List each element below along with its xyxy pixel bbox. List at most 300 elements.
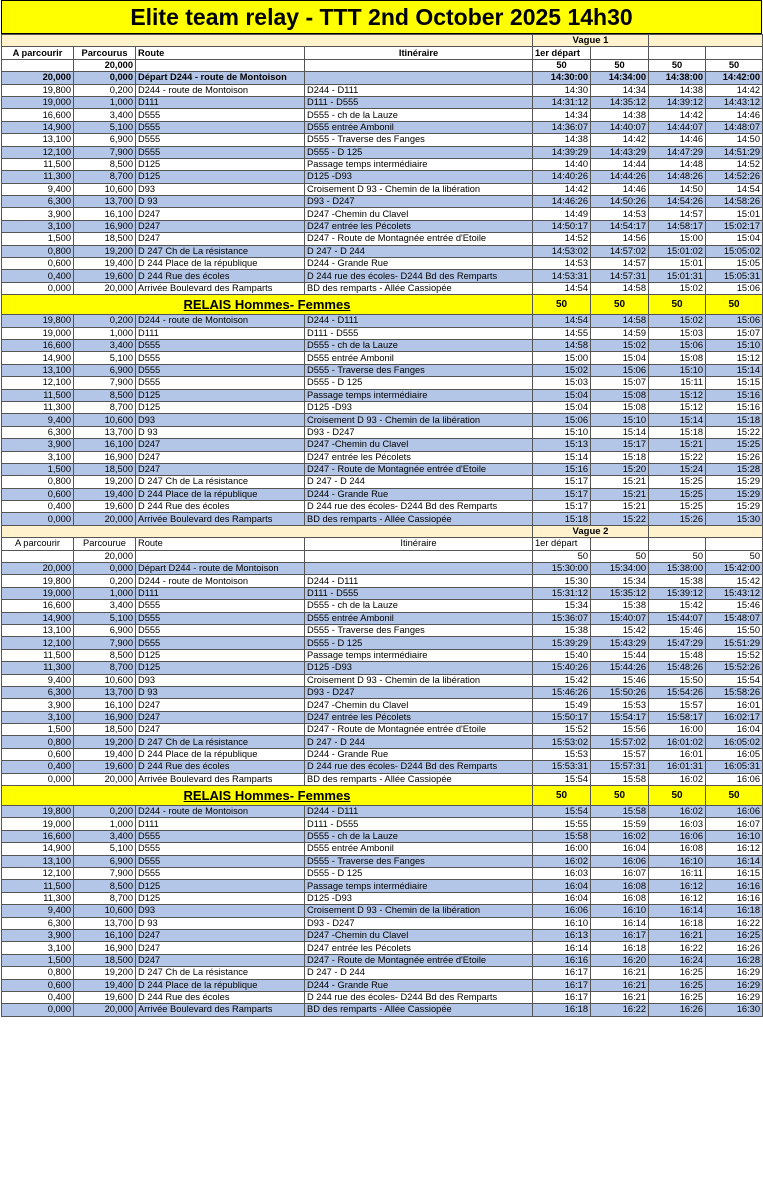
table-row — [2, 196, 763, 208]
itinerary: D247 entrée les Pécolets — [305, 220, 533, 232]
time-cell: 15:54:26 — [649, 686, 706, 698]
remaining-distance: 0,400 — [2, 761, 74, 773]
time-cell: 15:59 — [591, 818, 649, 830]
table-row — [2, 868, 763, 880]
remaining-distance: 19,000 — [2, 587, 74, 599]
time-cell: 16:02:17 — [706, 711, 763, 723]
table-row — [2, 183, 763, 195]
route: D244 - route de Montoison — [136, 84, 305, 96]
col-header-route: Route — [136, 538, 305, 550]
time-cell: 15:30:00 — [533, 563, 591, 575]
itinerary: D247 entrée les Pécolets — [305, 942, 533, 954]
time-cell: 15:53 — [533, 748, 591, 760]
route: D555 — [136, 146, 305, 158]
time-cell: 16:13 — [533, 929, 591, 941]
time-cell: 15:38 — [649, 575, 706, 587]
wave-header — [2, 35, 763, 47]
covered-distance: 1,000 — [74, 96, 136, 108]
covered-distance: 20,000 — [74, 282, 136, 294]
time-cell: 16:05:31 — [706, 761, 763, 773]
time-cell: 16:01 — [706, 699, 763, 711]
covered-distance: 16,900 — [74, 942, 136, 954]
remaining-distance: 12,100 — [2, 377, 74, 389]
remaining-distance: 0,000 — [2, 513, 74, 525]
time-cell: 15:00 — [533, 352, 591, 364]
route: D125 — [136, 892, 305, 904]
column-headers — [2, 47, 763, 59]
covered-distance: 13,700 — [74, 686, 136, 698]
relay-label: RELAIS Hommes- Femmes — [2, 295, 533, 315]
remaining-distance: 6,300 — [2, 426, 74, 438]
schedule-body — [2, 35, 763, 1017]
time-cell: 15:07 — [591, 377, 649, 389]
covered-distance: 16,900 — [74, 220, 136, 232]
time-cell: 15:17 — [591, 439, 649, 451]
cell — [305, 59, 533, 71]
covered-distance: 19,400 — [74, 258, 136, 270]
time-cell: 14:48 — [649, 158, 706, 170]
itinerary: D555 - Traverse des Fanges — [305, 134, 533, 146]
relay-label: RELAIS Hommes- Femmes — [2, 786, 533, 806]
covered-distance: 0,000 — [74, 72, 136, 84]
time-cell: 16:18 — [706, 905, 763, 917]
route: D555 — [136, 843, 305, 855]
team-count: 50 — [706, 550, 763, 562]
time-cell: 16:26 — [706, 942, 763, 954]
time-cell: 15:42 — [533, 674, 591, 686]
itinerary: D555 - ch de la Lauze — [305, 600, 533, 612]
table-row — [2, 843, 763, 855]
route: D555 — [136, 339, 305, 351]
route: D555 — [136, 377, 305, 389]
time-cell: 14:52 — [533, 233, 591, 245]
time-cell: 16:24 — [649, 954, 706, 966]
time-cell: 15:06 — [706, 315, 763, 327]
covered-distance: 19,600 — [74, 270, 136, 282]
wave-label: Vague 1 — [533, 35, 649, 47]
table-row — [2, 942, 763, 954]
time-cell: 15:53:31 — [533, 761, 591, 773]
covered-distance: 13,700 — [74, 196, 136, 208]
table-row — [2, 352, 763, 364]
time-cell: 16:06 — [649, 830, 706, 842]
time-cell: 15:29 — [706, 488, 763, 500]
route: D555 — [136, 637, 305, 649]
time-cell: 15:49 — [533, 699, 591, 711]
time-cell: 15:40 — [533, 649, 591, 661]
itinerary: D125 -D93 — [305, 171, 533, 183]
time-cell: 16:02 — [591, 830, 649, 842]
time-cell: 16:00 — [649, 724, 706, 736]
itinerary: D555 - Traverse des Fanges — [305, 624, 533, 636]
table-row — [2, 1004, 763, 1016]
route: D125 — [136, 389, 305, 401]
route: D247 — [136, 954, 305, 966]
remaining-distance: 14,900 — [2, 121, 74, 133]
team-count: 50 — [591, 59, 649, 71]
itinerary: D244 - Grande Rue — [305, 258, 533, 270]
time-cell: 15:42:00 — [706, 563, 763, 575]
time-cell: 16:22 — [591, 1004, 649, 1016]
time-cell: 15:04 — [533, 401, 591, 413]
time-cell: 14:46 — [706, 109, 763, 121]
col-header-route: Route — [136, 47, 305, 59]
time-cell: 14:57 — [649, 208, 706, 220]
remaining-distance: 0,600 — [2, 488, 74, 500]
table-row — [2, 258, 763, 270]
itinerary: D244 - D111 — [305, 315, 533, 327]
table-row — [2, 389, 763, 401]
covered-distance: 19,600 — [74, 991, 136, 1003]
itinerary: D244 - D111 — [305, 806, 533, 818]
route: D 244 Rue des écoles — [136, 761, 305, 773]
remaining-distance: 13,100 — [2, 624, 74, 636]
itinerary: D247 entrée les Pécolets — [305, 711, 533, 723]
time-cell: 15:55 — [533, 818, 591, 830]
table-row — [2, 488, 763, 500]
covered-distance: 19,200 — [74, 967, 136, 979]
time-cell: 14:52:26 — [706, 171, 763, 183]
covered-distance: 5,100 — [74, 121, 136, 133]
team-count: 50 — [649, 59, 706, 71]
relay-header — [2, 295, 763, 315]
time-cell: 16:12 — [649, 892, 706, 904]
table-row — [2, 377, 763, 389]
cell — [2, 550, 74, 562]
time-cell: 15:54 — [706, 674, 763, 686]
route: D 247 Ch de La résistance — [136, 245, 305, 257]
table-row — [2, 818, 763, 830]
time-cell: 15:57 — [591, 748, 649, 760]
itinerary: D244 - D111 — [305, 575, 533, 587]
time-cell: 16:02 — [649, 806, 706, 818]
route: D 247 Ch de La résistance — [136, 476, 305, 488]
route: D111 — [136, 818, 305, 830]
time-cell: 15:04 — [706, 233, 763, 245]
covered-distance: 19,400 — [74, 979, 136, 991]
route: D 244 Place de la république — [136, 258, 305, 270]
itinerary: D555 - D 125 — [305, 146, 533, 158]
time-cell: 16:25 — [649, 991, 706, 1003]
time-cell: 15:58 — [533, 830, 591, 842]
wave-spacer — [2, 35, 533, 47]
itinerary: D244 - Grande Rue — [305, 748, 533, 760]
covered-distance: 16,100 — [74, 699, 136, 711]
table-row — [2, 773, 763, 785]
covered-distance: 19,400 — [74, 748, 136, 760]
time-cell: 15:08 — [591, 389, 649, 401]
time-cell: 15:35:12 — [591, 587, 649, 599]
route: D555 — [136, 352, 305, 364]
covered-distance: 5,100 — [74, 843, 136, 855]
route: D247 — [136, 929, 305, 941]
covered-distance: 20,000 — [74, 773, 136, 785]
remaining-distance: 9,400 — [2, 905, 74, 917]
time-cell: 16:05 — [706, 748, 763, 760]
wave-label: Vague 2 — [533, 525, 649, 537]
time-cell: 15:02 — [591, 339, 649, 351]
time-cell: 15:18 — [533, 513, 591, 525]
time-cell: 14:34 — [533, 109, 591, 121]
wave-header — [2, 525, 763, 537]
time-cell: 15:29 — [706, 476, 763, 488]
time-cell: 15:12 — [706, 352, 763, 364]
time-cell: 15:54 — [533, 773, 591, 785]
covered-distance: 19,200 — [74, 476, 136, 488]
time-cell: 15:04 — [591, 352, 649, 364]
time-cell: 14:50 — [706, 134, 763, 146]
itinerary: D247 - Route de Montagnée entrée d'Etoile — [305, 233, 533, 245]
time-cell: 14:58:17 — [649, 220, 706, 232]
itinerary: Croisement D 93 - Chemin de la libération — [305, 905, 533, 917]
remaining-distance: 0,800 — [2, 736, 74, 748]
table-row — [2, 220, 763, 232]
time-cell: 15:53:02 — [533, 736, 591, 748]
time-cell: 15:20 — [591, 463, 649, 475]
time-cell: 15:39:12 — [649, 587, 706, 599]
table-row — [2, 612, 763, 624]
route: D555 — [136, 855, 305, 867]
relay-count: 50 — [591, 786, 649, 806]
time-cell: 16:05:02 — [706, 736, 763, 748]
table-row — [2, 426, 763, 438]
time-cell: 16:14 — [591, 917, 649, 929]
itinerary: D125 -D93 — [305, 892, 533, 904]
table-row — [2, 146, 763, 158]
remaining-distance: 0,000 — [2, 1004, 74, 1016]
route: D93 — [136, 183, 305, 195]
time-cell: 14:42 — [649, 109, 706, 121]
relay-count: 50 — [591, 295, 649, 315]
relay-count: 50 — [649, 295, 706, 315]
time-cell: 15:25 — [649, 488, 706, 500]
time-cell: 15:18 — [591, 451, 649, 463]
cell — [591, 538, 649, 550]
route: Arrivée Boulevard des Ramparts — [136, 1004, 305, 1016]
time-cell: 15:03 — [533, 377, 591, 389]
table-row — [2, 929, 763, 941]
route: D125 — [136, 401, 305, 413]
covered-distance: 10,600 — [74, 183, 136, 195]
remaining-distance: 16,600 — [2, 109, 74, 121]
remaining-distance: 9,400 — [2, 674, 74, 686]
time-cell: 15:15 — [706, 377, 763, 389]
time-cell: 14:44:26 — [591, 171, 649, 183]
time-cell: 14:57:31 — [591, 270, 649, 282]
time-cell: 15:02 — [649, 282, 706, 294]
remaining-distance: 3,900 — [2, 929, 74, 941]
cell — [136, 59, 305, 71]
time-cell: 16:01 — [649, 748, 706, 760]
time-cell: 14:38 — [591, 109, 649, 121]
covered-distance: 6,900 — [74, 624, 136, 636]
time-cell: 15:50 — [706, 624, 763, 636]
time-cell: 15:17 — [533, 488, 591, 500]
covered-distance: 16,100 — [74, 439, 136, 451]
table-row — [2, 991, 763, 1003]
remaining-distance: 13,100 — [2, 134, 74, 146]
time-cell: 15:43:29 — [591, 637, 649, 649]
route: D 244 Place de la république — [136, 748, 305, 760]
time-cell: 15:14 — [591, 426, 649, 438]
route: D125 — [136, 171, 305, 183]
time-cell: 15:17 — [533, 476, 591, 488]
table-row — [2, 364, 763, 376]
route: D555 — [136, 121, 305, 133]
route: D 247 Ch de La résistance — [136, 736, 305, 748]
time-cell: 15:40:26 — [533, 662, 591, 674]
covered-distance: 19,600 — [74, 501, 136, 513]
route: D555 — [136, 109, 305, 121]
remaining-distance: 3,900 — [2, 439, 74, 451]
time-cell: 15:58 — [591, 773, 649, 785]
remaining-distance: 6,300 — [2, 196, 74, 208]
time-cell: 15:06 — [591, 364, 649, 376]
remaining-distance: 11,300 — [2, 662, 74, 674]
remaining-distance: 0,600 — [2, 258, 74, 270]
time-cell: 14:39:29 — [533, 146, 591, 158]
itinerary: D244 - Grande Rue — [305, 488, 533, 500]
time-cell: 14:58 — [591, 315, 649, 327]
time-cell: 16:17 — [591, 929, 649, 941]
time-cell: 16:21 — [591, 991, 649, 1003]
time-cell: 15:24 — [649, 463, 706, 475]
time-cell: 15:06 — [649, 339, 706, 351]
totals-row — [2, 59, 763, 71]
itinerary: D555 - Traverse des Fanges — [305, 855, 533, 867]
time-cell: 15:16 — [706, 401, 763, 413]
time-cell: 15:10 — [649, 364, 706, 376]
route: D 247 Ch de La résistance — [136, 967, 305, 979]
table-row — [2, 96, 763, 108]
time-cell: 15:48 — [649, 649, 706, 661]
col-header-remaining: A parcourir — [2, 47, 74, 59]
time-cell: 15:25 — [649, 501, 706, 513]
time-cell: 14:54 — [533, 282, 591, 294]
time-cell: 16:22 — [649, 942, 706, 954]
covered-distance: 0,200 — [74, 315, 136, 327]
team-count: 50 — [706, 59, 763, 71]
time-cell: 16:14 — [706, 855, 763, 867]
time-cell: 16:12 — [649, 880, 706, 892]
time-cell: 14:42:00 — [706, 72, 763, 84]
time-cell: 14:57 — [591, 258, 649, 270]
itinerary: D555 entrée Ambonil — [305, 612, 533, 624]
itinerary: D555 - ch de la Lauze — [305, 339, 533, 351]
table-row — [2, 967, 763, 979]
time-cell: 16:02 — [533, 855, 591, 867]
time-cell: 15:11 — [649, 377, 706, 389]
time-cell: 15:28 — [706, 463, 763, 475]
team-count: 50 — [649, 550, 706, 562]
route: D244 - route de Montoison — [136, 315, 305, 327]
table-row — [2, 686, 763, 698]
table-row — [2, 711, 763, 723]
time-cell: 15:12 — [649, 389, 706, 401]
itinerary — [305, 563, 533, 575]
remaining-distance: 3,100 — [2, 451, 74, 463]
remaining-distance: 0,400 — [2, 270, 74, 282]
time-cell: 15:12 — [649, 401, 706, 413]
cell — [649, 47, 706, 59]
itinerary: D111 - D555 — [305, 96, 533, 108]
time-cell: 16:18 — [649, 917, 706, 929]
time-cell: 15:22 — [591, 513, 649, 525]
covered-distance: 3,400 — [74, 830, 136, 842]
time-cell: 16:30 — [706, 1004, 763, 1016]
time-cell: 16:28 — [706, 954, 763, 966]
covered-distance: 16,900 — [74, 711, 136, 723]
covered-distance: 5,100 — [74, 352, 136, 364]
itinerary: D555 - D 125 — [305, 868, 533, 880]
time-cell: 16:25 — [649, 967, 706, 979]
time-cell: 15:46 — [649, 624, 706, 636]
team-count: 50 — [533, 59, 591, 71]
time-cell: 14:48:26 — [649, 171, 706, 183]
time-cell: 14:58 — [591, 282, 649, 294]
time-cell: 16:10 — [649, 855, 706, 867]
table-row — [2, 624, 763, 636]
table-row — [2, 134, 763, 146]
route: D247 — [136, 439, 305, 451]
time-cell: 16:04 — [533, 880, 591, 892]
covered-distance: 10,600 — [74, 905, 136, 917]
time-cell: 14:44 — [591, 158, 649, 170]
itinerary: D93 - D247 — [305, 917, 533, 929]
time-cell: 16:18 — [533, 1004, 591, 1016]
itinerary: Croisement D 93 - Chemin de la libération — [305, 674, 533, 686]
column-headers — [2, 538, 763, 550]
covered-distance: 19,200 — [74, 245, 136, 257]
remaining-distance: 0,000 — [2, 282, 74, 294]
time-cell: 15:26 — [706, 451, 763, 463]
table-row — [2, 171, 763, 183]
time-cell: 15:16 — [533, 463, 591, 475]
remaining-distance: 0,400 — [2, 991, 74, 1003]
time-cell: 15:08 — [649, 352, 706, 364]
time-cell: 16:06 — [706, 773, 763, 785]
itinerary: Passage temps intermédiaire — [305, 649, 533, 661]
remaining-distance: 20,000 — [2, 563, 74, 575]
remaining-distance: 9,400 — [2, 414, 74, 426]
col-header-covered: Parcourus — [74, 47, 136, 59]
itinerary: D247 - Route de Montagnée entrée d'Etoile — [305, 954, 533, 966]
remaining-distance: 3,900 — [2, 699, 74, 711]
route: Arrivée Boulevard des Ramparts — [136, 282, 305, 294]
table-row — [2, 270, 763, 282]
time-cell: 15:38 — [533, 624, 591, 636]
route: D 244 Place de la république — [136, 979, 305, 991]
itinerary: BD des remparts - Allée Cassiopée — [305, 513, 533, 525]
itinerary: D111 - D555 — [305, 587, 533, 599]
itinerary: D247 entrée les Pécolets — [305, 451, 533, 463]
itinerary: D 244 rue des écoles- D244 Bd des Remparts — [305, 761, 533, 773]
time-cell: 15:29 — [706, 501, 763, 513]
route: D111 — [136, 327, 305, 339]
covered-distance: 0,200 — [74, 806, 136, 818]
time-cell: 16:08 — [591, 880, 649, 892]
covered-distance: 18,500 — [74, 233, 136, 245]
cell — [136, 550, 305, 562]
team-count: 50 — [533, 550, 591, 562]
time-cell: 14:42 — [706, 84, 763, 96]
itinerary: D111 - D555 — [305, 818, 533, 830]
time-cell: 14:35:12 — [591, 96, 649, 108]
covered-distance: 19,200 — [74, 736, 136, 748]
table-row — [2, 414, 763, 426]
time-cell: 14:53 — [591, 208, 649, 220]
time-cell: 14:30 — [533, 84, 591, 96]
